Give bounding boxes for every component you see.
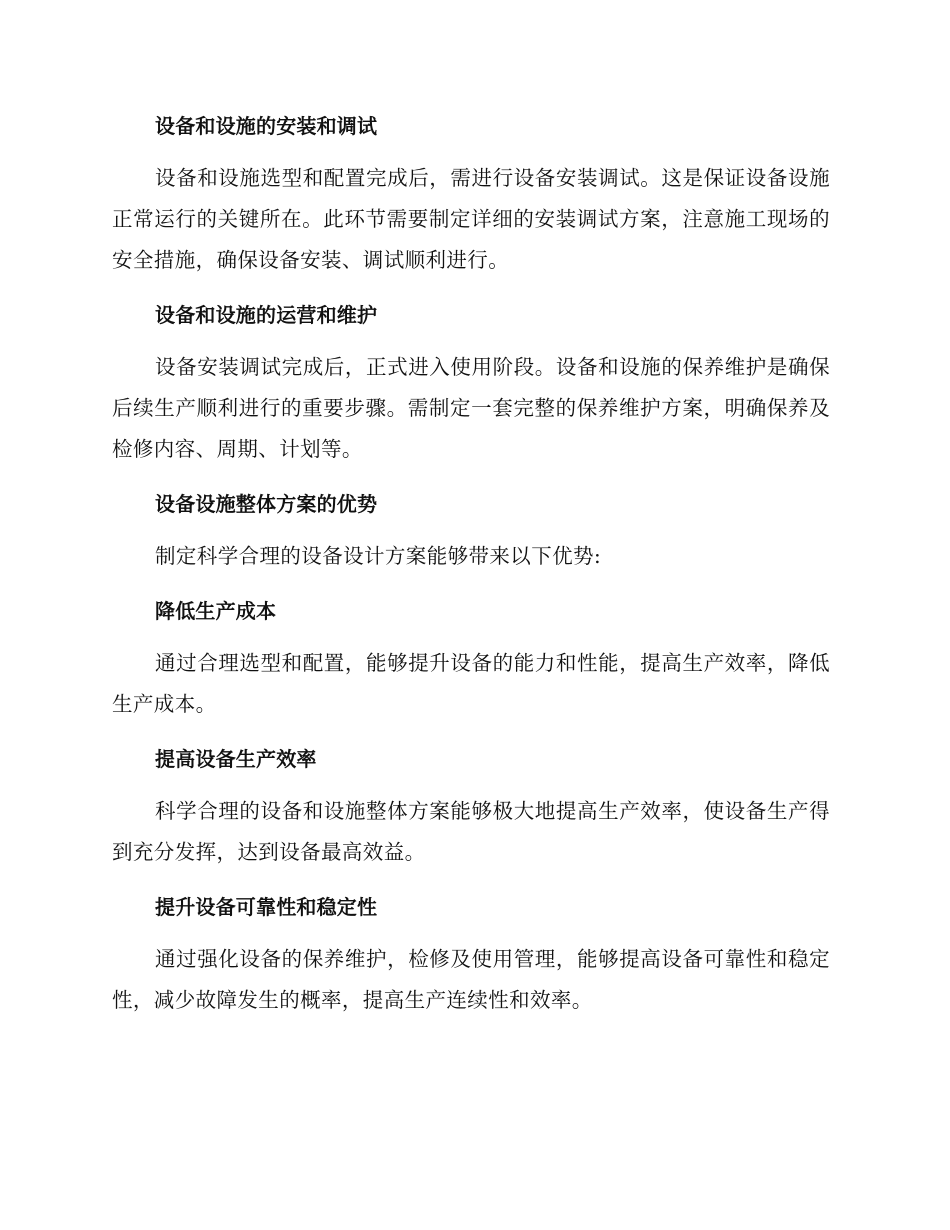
- section-heading-efficiency: 提高设备生产效率: [155, 747, 317, 771]
- section-body-reduce-cost: 通过合理选型和配置，能够提升设备的能力和性能，提高生产效率，降低生产成本。: [112, 651, 830, 716]
- section-body-efficiency: 科学合理的设备和设施整体方案能够极大地提高生产效率，使设备生产得到充分发挥，达到设备最高效益。: [112, 799, 830, 864]
- section-body-operation: 设备安装调试完成后，正式进入使用阶段。设备和设施的保养维护是确保后续生产顺利进行的重要步骤。需制定一套完整的保养维护方案，明确保养及检修内容、周期、计划等。: [112, 355, 830, 461]
- section-body-advantages: 制定科学合理的设备设计方案能够带来以下优势:: [155, 544, 602, 568]
- section-heading-reduce-cost: 降低生产成本: [155, 599, 277, 623]
- section-heading-advantages: 设备设施整体方案的优势: [155, 492, 378, 516]
- section-heading-installation: 设备和设施的安装和调试: [155, 114, 378, 138]
- document-page: [112, 106, 830, 1035]
- section-heading-operation: 设备和设施的运营和维护: [155, 303, 378, 327]
- section-body-reliability: 通过强化设备的保养维护，检修及使用管理，能够提高设备可靠性和稳定性，减少故障发生的概率，提高生产连续性和效率。: [112, 947, 830, 1012]
- section-heading-reliability: 提升设备可靠性和稳定性: [155, 895, 378, 919]
- section-body-installation: 设备和设施选型和配置完成后，需进行设备安装调试。这是保证设备设施正常运行的关键所在。此环节需要制定详细的安装调试方案，注意施工现场的安全措施，确保设备安装、调试顺利进行。: [112, 166, 830, 272]
